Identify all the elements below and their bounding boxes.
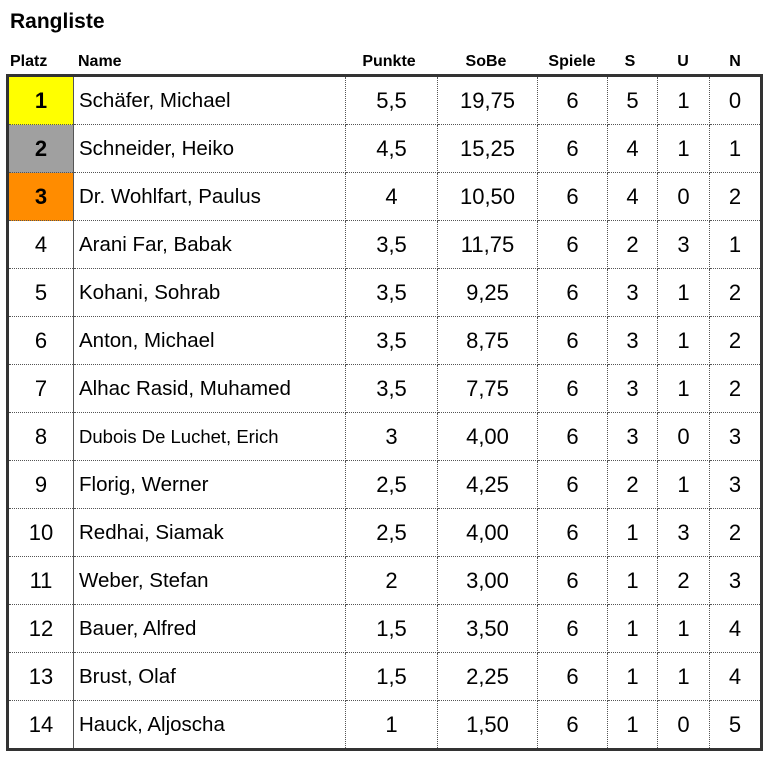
sobe-cell: 11,75 xyxy=(438,221,538,269)
punkte-cell: 2,5 xyxy=(346,509,438,557)
header-u: U xyxy=(677,53,689,70)
u-cell: 1 xyxy=(658,317,710,365)
header-platz: Platz xyxy=(10,53,48,70)
u-cell: 0 xyxy=(658,701,710,750)
platz-cell: 5 xyxy=(8,269,74,317)
sobe-cell: 4,00 xyxy=(438,413,538,461)
sobe-cell: 1,50 xyxy=(438,701,538,750)
u-cell: 0 xyxy=(658,413,710,461)
n-cell: 1 xyxy=(710,125,762,173)
table-row xyxy=(8,605,762,653)
table-row xyxy=(8,461,762,509)
s-cell: 1 xyxy=(608,509,658,557)
header-s: S xyxy=(624,53,636,70)
table-row xyxy=(8,653,762,701)
platz-cell: 8 xyxy=(8,413,74,461)
s-cell: 4 xyxy=(608,125,658,173)
name-cell: Anton, Michael xyxy=(74,317,346,365)
s-cell: 5 xyxy=(608,76,658,125)
spiele-cell: 6 xyxy=(538,701,608,750)
sobe-cell: 3,00 xyxy=(438,557,538,605)
platz-cell: 3 xyxy=(8,173,74,221)
table-row xyxy=(8,557,762,605)
s-cell: 1 xyxy=(608,605,658,653)
header-spiele: Spiele xyxy=(548,53,596,70)
name-cell: Redhai, Siamak xyxy=(74,509,346,557)
platz-cell: 9 xyxy=(8,461,74,509)
s-cell: 4 xyxy=(608,173,658,221)
table-row xyxy=(8,76,762,125)
s-cell: 1 xyxy=(608,557,658,605)
platz-cell: 2 xyxy=(8,125,74,173)
page-title: Rangliste xyxy=(10,10,105,33)
sobe-cell: 8,75 xyxy=(438,317,538,365)
s-cell: 3 xyxy=(608,365,658,413)
u-cell: 3 xyxy=(658,221,710,269)
spiele-cell: 6 xyxy=(538,221,608,269)
s-cell: 3 xyxy=(608,317,658,365)
name-cell: Hauck, Aljoscha xyxy=(74,701,346,750)
table-row xyxy=(8,221,762,269)
n-cell: 1 xyxy=(710,221,762,269)
name-cell: Dubois De Luchet, Erich xyxy=(74,413,346,461)
table-row xyxy=(8,509,762,557)
s-cell: 3 xyxy=(608,269,658,317)
sobe-cell: 15,25 xyxy=(438,125,538,173)
platz-cell: 7 xyxy=(8,365,74,413)
punkte-cell: 2,5 xyxy=(346,461,438,509)
name-cell: Florig, Werner xyxy=(74,461,346,509)
name-cell: Weber, Stefan xyxy=(74,557,346,605)
name-cell: Kohani, Sohrab xyxy=(74,269,346,317)
punkte-cell: 1 xyxy=(346,701,438,750)
spiele-cell: 6 xyxy=(538,365,608,413)
u-cell: 1 xyxy=(658,461,710,509)
spiele-cell: 6 xyxy=(538,461,608,509)
punkte-cell: 4,5 xyxy=(346,125,438,173)
u-cell: 1 xyxy=(658,605,710,653)
punkte-cell: 4 xyxy=(346,173,438,221)
n-cell: 2 xyxy=(710,509,762,557)
u-cell: 3 xyxy=(658,509,710,557)
punkte-cell: 1,5 xyxy=(346,653,438,701)
u-cell: 1 xyxy=(658,365,710,413)
header-n: N xyxy=(729,53,741,70)
punkte-cell: 3,5 xyxy=(346,221,438,269)
name-cell: Brust, Olaf xyxy=(74,653,346,701)
name-cell: Schneider, Heiko xyxy=(74,125,346,173)
sobe-cell: 4,25 xyxy=(438,461,538,509)
table-row xyxy=(8,365,762,413)
u-cell: 2 xyxy=(658,557,710,605)
s-cell: 1 xyxy=(608,701,658,750)
punkte-cell: 3,5 xyxy=(346,269,438,317)
u-cell: 1 xyxy=(658,653,710,701)
s-cell: 2 xyxy=(608,221,658,269)
u-cell: 1 xyxy=(658,76,710,125)
name-cell: Arani Far, Babak xyxy=(74,221,346,269)
table-row xyxy=(8,173,762,221)
u-cell: 1 xyxy=(658,125,710,173)
n-cell: 4 xyxy=(710,605,762,653)
table-row xyxy=(8,701,762,750)
n-cell: 0 xyxy=(710,76,762,125)
table-row xyxy=(8,269,762,317)
n-cell: 2 xyxy=(710,317,762,365)
platz-cell: 11 xyxy=(8,557,74,605)
table-row xyxy=(8,413,762,461)
platz-cell: 10 xyxy=(8,509,74,557)
sobe-cell: 9,25 xyxy=(438,269,538,317)
name-cell: Alhac Rasid, Muhamed xyxy=(74,365,346,413)
table-row xyxy=(8,317,762,365)
sobe-cell: 19,75 xyxy=(438,76,538,125)
n-cell: 2 xyxy=(710,173,762,221)
n-cell: 2 xyxy=(710,269,762,317)
n-cell: 3 xyxy=(710,413,762,461)
spiele-cell: 6 xyxy=(538,269,608,317)
sobe-cell: 2,25 xyxy=(438,653,538,701)
s-cell: 3 xyxy=(608,413,658,461)
spiele-cell: 6 xyxy=(538,509,608,557)
n-cell: 4 xyxy=(710,653,762,701)
n-cell: 3 xyxy=(710,461,762,509)
s-cell: 1 xyxy=(608,653,658,701)
table-row xyxy=(8,125,762,173)
punkte-cell: 3 xyxy=(346,413,438,461)
sobe-cell: 3,50 xyxy=(438,605,538,653)
punkte-cell: 3,5 xyxy=(346,317,438,365)
platz-cell: 12 xyxy=(8,605,74,653)
sobe-cell: 10,50 xyxy=(438,173,538,221)
spiele-cell: 6 xyxy=(538,317,608,365)
spiele-cell: 6 xyxy=(538,76,608,125)
spiele-cell: 6 xyxy=(538,557,608,605)
spiele-cell: 6 xyxy=(538,413,608,461)
spiele-cell: 6 xyxy=(538,605,608,653)
punkte-cell: 2 xyxy=(346,557,438,605)
sobe-cell: 7,75 xyxy=(438,365,538,413)
n-cell: 5 xyxy=(710,701,762,750)
platz-cell: 13 xyxy=(8,653,74,701)
n-cell: 2 xyxy=(710,365,762,413)
name-cell: Schäfer, Michael xyxy=(74,76,346,125)
punkte-cell: 3,5 xyxy=(346,365,438,413)
name-cell: Dr. Wohlfart, Paulus xyxy=(74,173,346,221)
sobe-cell: 4,00 xyxy=(438,509,538,557)
name-cell: Bauer, Alfred xyxy=(74,605,346,653)
spiele-cell: 6 xyxy=(538,173,608,221)
punkte-cell: 5,5 xyxy=(346,76,438,125)
ranking-table xyxy=(6,74,763,751)
header-sobe: SoBe xyxy=(465,53,507,70)
spiele-cell: 6 xyxy=(538,653,608,701)
header-name: Name xyxy=(78,53,122,70)
platz-cell: 4 xyxy=(8,221,74,269)
platz-cell: 14 xyxy=(8,701,74,750)
platz-cell: 1 xyxy=(8,76,74,125)
s-cell: 2 xyxy=(608,461,658,509)
ranking-table-body xyxy=(8,76,762,750)
n-cell: 3 xyxy=(710,557,762,605)
u-cell: 0 xyxy=(658,173,710,221)
header-punkte: Punkte xyxy=(362,53,416,70)
punkte-cell: 1,5 xyxy=(346,605,438,653)
platz-cell: 6 xyxy=(8,317,74,365)
spiele-cell: 6 xyxy=(538,125,608,173)
u-cell: 1 xyxy=(658,269,710,317)
